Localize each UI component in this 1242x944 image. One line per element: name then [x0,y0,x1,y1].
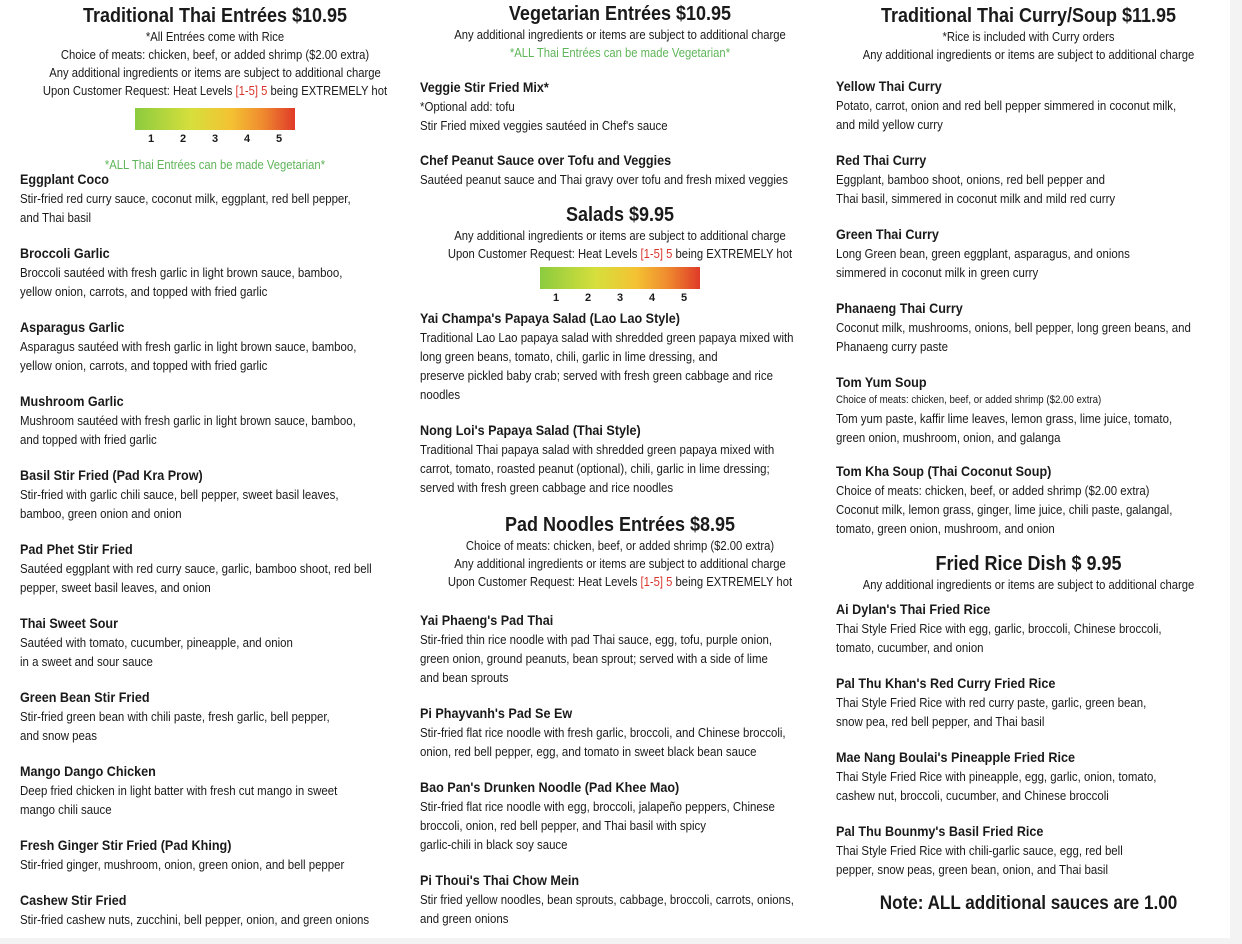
heat-label: 1 [552,292,560,304]
item-name: Veggie Stir Fried Mix* [420,79,549,95]
heat-gradient-bar [540,267,700,289]
fried-rice-header [836,552,1221,594]
heat-scale [20,108,410,147]
menu-item [20,614,410,671]
menu-item [20,540,410,597]
heat-scale-labels [540,290,700,306]
item-description: Deep fried chicken in light batter with fresh cut mango in sweet mango chili sauce [20,783,338,817]
item-name: Pal Thu Khan's Red Curry Fried Rice [836,675,1056,691]
menu-item [420,78,820,135]
item-name: Mae Nang Boulai's Pineapple Fried Rice [836,749,1075,765]
item-description: Stir fried yellow noodles, bean sprouts, cabbage, broccoli, carrots, onions, and green onions [420,892,794,926]
item-description: Stir-fried flat rice noodle with fresh garlic, broccoli, and Chinese broccoli, onion, red bell pepper, egg, and tomato in sweet black bean sauce [420,725,786,759]
section-subtitle: *Rice is included with Curry orders [942,30,1115,44]
item-name: Fresh Ginger Stir Fried (Pad Khing) [20,837,232,853]
menu-item [420,151,820,189]
item-name: Yai Phaeng's Pad Thai [420,612,554,628]
menu-item [420,611,820,687]
heat-label: 4 [243,133,251,145]
item-description: Long Green bean, green eggplant, asparagus, and onions simmered in coconut milk in green curry [836,246,1130,280]
menu-item [20,392,410,449]
item-name: Asparagus Garlic [20,319,125,335]
item-description: Stir-fried green bean with chili paste, fresh garlic, bell pepper, and snow peas [20,709,330,743]
traditional-entrees-column [20,0,410,929]
menu-item [420,309,820,404]
section-subtitle: Any additional ingredients or items are subject to additional charge [454,28,786,42]
item-description: Stir-fried ginger, mushroom, onion, green onion, and bell pepper [20,857,345,872]
menu-item [420,421,820,497]
item-name: Green Bean Stir Fried [20,689,150,705]
vegetarian-entrees-header [420,0,820,62]
section-subtitle: Any additional ingredients or items are subject to additional charge [454,557,786,571]
item-description: Stir-fried thin rice noodle with pad Thai sauce, egg, tofu, purple onion, green onion, ground peanuts, bean sprout; served with a side of lime and bean sprouts [420,632,773,685]
item-name: Yai Champa's Papaya Salad (Lao Lao Style) [420,310,681,326]
item-description: Coconut milk, mushrooms, onions, bell pepper, long green beans, and Phanaeng curry paste [836,320,1191,354]
item-description: Sautéed with tomato, cucumber, pineapple, and onion in a sweet and sour sauce [20,635,293,669]
curry-soup-header [836,0,1221,64]
menu-item [20,244,410,301]
item-name: Bao Pan's Drunken Noodle (Pad Khee Mao) [420,779,680,795]
heat-label: 5 [680,292,688,304]
menu-item [20,836,410,874]
heat-label: 3 [211,133,219,145]
section-subtitle: Choice of meats: chicken, beef, or added shrimp ($2.00 extra) [465,539,775,553]
item-name: Nong Loi's Papaya Salad (Thai Style) [420,422,641,438]
item-name: Mango Dango Chicken [20,763,156,779]
item-name: Broccoli Garlic [20,245,110,261]
item-description: Eggplant, bamboo shoot, onions, red bell pepper and Thai basil, simmered in coconut milk and mild red curry [836,172,1116,206]
item-meat-choice: Choice of meats: chicken, beef, or added shrimp ($2.00 extra) [836,394,1102,406]
menu-item [836,225,1221,282]
menu-item [20,688,410,745]
menu-item [20,170,410,227]
pad-noodles-header [420,513,820,591]
heat-scale [420,267,820,306]
menu-item [20,318,410,375]
item-name: Tom Yum Soup [836,374,927,390]
menu-item [836,600,1221,657]
item-name: Red Thai Curry [836,152,927,168]
item-name: Pi Phayvanh's Pad Se Ew [420,705,573,721]
item-name: Cashew Stir Fried [20,892,127,908]
item-description: Thai Style Fried Rice with pineapple, egg, garlic, onion, tomato, cashew nut, broccoli, cucumber, and Chinese broccoli [836,769,1157,803]
section-title: Fried Rice Dish $ 9.95 [935,553,1122,575]
heat-label: 2 [584,292,592,304]
section-subtitle: Choice of meats: chicken, beef, or added shrimp ($2.00 extra) [60,48,370,62]
heat-label: 5 [275,133,283,145]
item-description: Asparagus sautéed with fresh garlic in light brown sauce, bamboo, yellow onion, carrots, and topped with fried garlic [20,339,357,373]
section-subtitle: Any additional ingredients or items are subject to additional charge [862,48,1195,62]
item-description: Tom yum paste, kaffir lime leaves, lemon grass, lime juice, tomato, green onion, mushroom, onion, and galanga [836,411,1173,445]
sauce-note: Note: ALL additional sauces are 1.00 [879,893,1178,914]
item-description: Mushroom sautéed with fresh garlic in light brown sauce, bamboo, and topped with fried garlic [20,413,356,447]
menu-item [836,674,1221,731]
item-description: Thai Style Fried Rice with red curry paste, garlic, green bean, snow pea, red bell pepper, and Thai basil [836,695,1147,729]
vegetarian-note: *ALL Thai Entrées can be made Vegetarian* [104,158,326,172]
item-description: Thai Style Fried Rice with chili-garlic sauce, egg, red bell pepper, snow peas, green bean, onion, and Thai basil [836,843,1123,877]
item-name: Eggplant Coco [20,171,109,187]
menu-item [836,462,1221,538]
item-description: Stir-fried cashew nuts, zucchini, bell pepper, onion, and green onions [20,912,370,927]
menu-item [20,891,410,929]
item-name: Chef Peanut Sauce over Tofu and Veggies [420,152,672,168]
right-column [836,0,1221,916]
item-description: Traditional Thai papaya salad with shredded green papaya mixed with carrot, tomato, roasted peanut (optional), chili, garlic in lime dressing; served with fresh green cabbage and rice noodles [420,442,775,495]
menu-item [836,822,1221,879]
salads-header [420,203,820,306]
section-subtitle: Any additional ingredients or items are subject to additional charge [454,229,786,243]
item-name: Phanaeng Thai Curry [836,300,963,316]
menu-item [420,778,820,854]
item-name: Pal Thu Bounmy's Basil Fried Rice [836,823,1044,839]
item-name: Ai Dylan's Thai Fried Rice [836,601,991,617]
vegetarian-note: *ALL Thai Entrées can be made Vegetarian* [509,46,731,60]
heat-label: 1 [147,133,155,145]
section-title: Traditional Thai Entrées $10.95 [82,5,348,27]
traditional-entrees-header [20,0,410,174]
menu-item [836,748,1221,805]
item-description: Stir-fried flat rice noodle with egg, broccoli, jalapeño peppers, Chinese broccoli, onion, red bell pepper, and Thai basil with spicy garlic-chili in black soy sauce [420,799,775,852]
item-description: Choice of meats: chicken, beef, or added shrimp ($2.00 extra) Coconut milk, lemon grass, ginger, lime juice, chili paste, galangal, tomato, green onion, mushroom, and onion [836,483,1173,536]
section-subtitle: Any additional ingredients or items are subject to additional charge [862,578,1195,592]
item-description: Broccoli sautéed with fresh garlic in light brown sauce, bamboo, yellow onion, carrots, and topped with fried garlic [20,265,343,299]
item-description: Potato, carrot, onion and red bell pepper simmered in coconut milk, and mild yellow curry [836,98,1177,132]
heat-label: 2 [179,133,187,145]
heat-level-note: Upon Customer Request: Heat Levels [1-5] 5 being EXTREMELY hot [447,575,793,589]
section-title: Pad Noodles Entrées $8.95 [504,514,736,536]
heat-level-note: Upon Customer Request: Heat Levels [1-5] 5 being EXTREMELY hot [447,247,793,261]
item-name: Tom Kha Soup (Thai Coconut Soup) [836,463,1052,479]
section-title: Vegetarian Entrées $10.95 [508,3,732,25]
item-description: Stir-fried red curry sauce, coconut milk, eggplant, red bell pepper, and Thai basil [20,191,351,225]
item-description: *Optional add: tofu Stir Fried mixed veggies sautéed in Chef's sauce [420,99,668,133]
item-name: Green Thai Curry [836,226,939,242]
item-name: Mushroom Garlic [20,393,124,409]
menu-item [20,466,410,523]
heat-label: 3 [616,292,624,304]
heat-label: 4 [648,292,656,304]
heat-level-note: Upon Customer Request: Heat Levels [1-5] 5 being EXTREMELY hot [42,84,388,98]
item-name: Pi Thoui's Thai Chow Mein [420,872,580,888]
section-subtitle: *All Entrées come with Rice [145,30,285,44]
middle-column [420,0,820,928]
item-description: Sautéed eggplant with red curry sauce, garlic, bamboo shoot, red bell pepper, sweet basil leaves, and onion [20,561,372,595]
heat-scale-labels [135,131,295,147]
menu-item [420,704,820,761]
menu-item [836,299,1221,356]
item-name: Basil Stir Fried (Pad Kra Prow) [20,467,203,483]
item-description: Stir-fried with garlic chili sauce, bell pepper, sweet basil leaves, bamboo, green onion and onion [20,487,339,521]
section-title: Traditional Thai Curry/Soup $11.95 [880,5,1177,27]
item-name: Thai Sweet Sour [20,615,119,631]
item-description: Sautéed peanut sauce and Thai gravy over tofu and fresh mixed veggies [420,172,789,187]
item-name: Yellow Thai Curry [836,78,942,94]
menu-item [836,373,1221,447]
menu-item [420,871,820,928]
heat-gradient-bar [135,108,295,130]
section-title: Salads $9.95 [565,204,675,226]
item-description: Traditional Lao Lao papaya salad with shredded green papaya mixed with long green beans, tomato, chili, garlic in lime dressing, and preserve pickled baby crab; served with fresh green cabbage and rice noodles [420,330,794,402]
menu-item [20,762,410,819]
menu-item [836,151,1221,208]
item-description: Thai Style Fried Rice with egg, garlic, broccoli, Chinese broccoli, tomato, cucumber, and onion [836,621,1162,655]
menu-item [836,77,1221,134]
item-name: Pad Phet Stir Fried [20,541,133,557]
section-subtitle: Any additional ingredients or items are subject to additional charge [49,66,381,80]
